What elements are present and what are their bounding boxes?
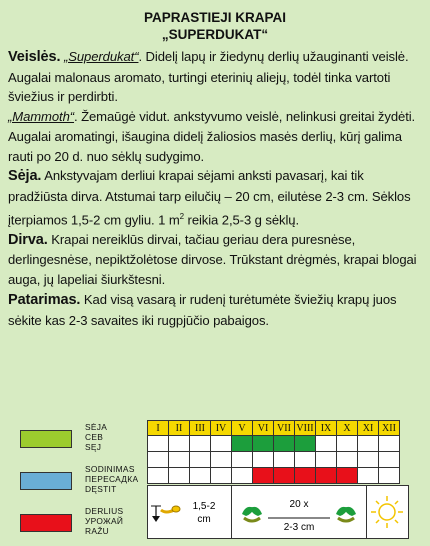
legend-label-sowing bbox=[85, 422, 107, 452]
variety-1-name: „Superdukat“ bbox=[63, 49, 139, 64]
title-line-2: „SUPERDUKAT“ bbox=[161, 27, 269, 42]
harvest-cell bbox=[232, 468, 253, 484]
month-header: IX bbox=[316, 421, 337, 436]
planting-cell bbox=[148, 452, 169, 468]
month-header: II bbox=[169, 421, 190, 436]
seedling-icon-right bbox=[336, 507, 356, 521]
sowing-depth-icon bbox=[148, 486, 231, 538]
legend-swatch-planting bbox=[20, 472, 72, 490]
dirva-paragraph bbox=[8, 230, 426, 290]
legend-sowing-ru: СЕВ bbox=[85, 432, 104, 442]
month-header: X bbox=[337, 421, 358, 436]
planting-cell bbox=[211, 452, 232, 468]
month-header: I bbox=[148, 421, 169, 436]
month-header: V bbox=[232, 421, 253, 436]
seedling-icon-left bbox=[242, 507, 262, 521]
planting-cell bbox=[295, 452, 316, 468]
harvest-cell bbox=[379, 468, 400, 484]
description-text bbox=[8, 47, 426, 330]
legend-harvest-lt: DERLIUS bbox=[85, 506, 124, 516]
calendar-month-row bbox=[148, 421, 400, 436]
sowing-cell bbox=[337, 436, 358, 452]
plant-spacing-icon bbox=[232, 486, 366, 538]
legend-swatch-harvest bbox=[20, 514, 72, 532]
legend-sowing-lv: SĘJ bbox=[85, 442, 102, 452]
seja-label: Sėja. bbox=[8, 168, 42, 185]
harvest-cell bbox=[169, 468, 190, 484]
month-header: IV bbox=[211, 421, 232, 436]
planting-cell bbox=[337, 452, 358, 468]
sowing-cell bbox=[253, 436, 274, 452]
variety-1-text: . Didelį lapų ir žiedynų derlių užauginanti veislė. Augalai malonaus aromato, turtingi eterinių aliejų, todėl tinka vartoti šviežius ir perdirbti. bbox=[8, 49, 409, 105]
title-line-1: PAPRASTIEJI KRAPAI bbox=[143, 10, 287, 25]
harvest-cell bbox=[190, 468, 211, 484]
sowing-cell bbox=[148, 436, 169, 452]
sun-icon bbox=[367, 486, 408, 538]
sun-info-box bbox=[366, 485, 409, 539]
planting-cell bbox=[232, 452, 253, 468]
veisles-paragraph bbox=[8, 47, 426, 166]
month-header: VI bbox=[253, 421, 274, 436]
legend-planting-lt: SODINIMAS bbox=[85, 464, 135, 474]
harvest-cell bbox=[295, 468, 316, 484]
month-header: VII bbox=[274, 421, 295, 436]
sowing-cell bbox=[190, 436, 211, 452]
seja-paragraph bbox=[8, 166, 426, 229]
harvest-cell bbox=[211, 468, 232, 484]
legend-planting-ru: ПЕРЕСАДКА bbox=[85, 474, 139, 484]
sowing-cell bbox=[169, 436, 190, 452]
sowing-cell bbox=[274, 436, 295, 452]
legend-label-harvest bbox=[85, 506, 123, 536]
month-header: XI bbox=[358, 421, 379, 436]
growing-calendar bbox=[147, 420, 400, 484]
harvest-cell bbox=[274, 468, 295, 484]
planting-cell bbox=[274, 452, 295, 468]
dirva-text: Krapai nereiklūs dirvai, tačiau geriau dera puresnėse, derlingesnėse, nepiktžolėtose dirvose. Trūkstant drėgmės, krapai blogai auga, jų lapeliai šiurkštesni. bbox=[8, 231, 417, 288]
seja-text: Ankstyvajam derliui krapai sėjami anksti pavasarį, kai tik pradžiūsta dirva. Atstumai tarp eilučių – 20 cm, eilutėse 2-3 cm. Sėklos įterpiamos 1,5-2 cm gyliu. 1 m bbox=[8, 168, 411, 227]
planting-cell bbox=[379, 452, 400, 468]
planting-cell bbox=[358, 452, 379, 468]
depth-text-1: 1,5-2 bbox=[192, 501, 216, 512]
legend-sowing-lt: SĖJA bbox=[85, 422, 108, 432]
calendar-planting-row bbox=[148, 452, 400, 468]
planting-cell bbox=[316, 452, 337, 468]
veisles-label: Veislės. bbox=[8, 49, 61, 65]
sowing-cell bbox=[316, 436, 337, 452]
patarimas-label: Patarimas. bbox=[8, 291, 81, 308]
variety-2-name: „Mammoth“ bbox=[8, 109, 75, 125]
calendar-sowing-row bbox=[148, 436, 400, 452]
spacing-info-box bbox=[231, 485, 367, 539]
harvest-cell bbox=[253, 468, 274, 484]
harvest-cell bbox=[316, 468, 337, 484]
month-header: VIII bbox=[296, 422, 314, 434]
legend-swatch-sowing bbox=[20, 430, 72, 448]
harvest-cell bbox=[337, 468, 358, 484]
variety-2-text: . Žemaūgė vidut. ankstyvumo veislė, nelinkusi greitai žydėti. Augalai aromatingi, išaugina didelį žaliosios masės derlių, kūrį galima rauti po 20 d. nuo sėklų sudygimo. bbox=[8, 109, 416, 164]
sowing-cell bbox=[232, 436, 253, 452]
seja-text-2: reikia 2,5-3 g sėklų. bbox=[184, 211, 299, 227]
sowing-cell bbox=[295, 436, 316, 452]
sowing-cell bbox=[358, 436, 379, 452]
calendar-harvest-row bbox=[148, 468, 400, 484]
depth-info-box bbox=[147, 485, 232, 539]
patarimas-paragraph bbox=[8, 290, 426, 330]
harvest-cell bbox=[148, 468, 169, 484]
month-header: III bbox=[190, 421, 211, 436]
sowing-cell bbox=[379, 436, 400, 452]
planting-cell bbox=[169, 452, 190, 468]
planting-cell bbox=[190, 452, 211, 468]
depth-text-2: cm bbox=[197, 514, 211, 525]
planting-cell bbox=[253, 452, 274, 468]
sowing-cell bbox=[211, 436, 232, 452]
legend-harvest-ru: УРОЖАЙ bbox=[85, 516, 124, 526]
legend-planting-lv: DĘSTIT bbox=[85, 484, 117, 494]
patarimas-text: Kad visą vasarą ir rudenį turėtumėte šviežių krapų juos sėkite kas 2-3 savaites iki rugpjūčio pabaigos. bbox=[8, 291, 397, 328]
harvest-cell bbox=[358, 468, 379, 484]
month-header: XII bbox=[379, 421, 400, 436]
legend-label-planting bbox=[85, 464, 138, 494]
legend-harvest-lv: RAŽU bbox=[85, 526, 109, 536]
spacing-text-1: 20 x bbox=[289, 499, 309, 510]
dirva-label: Dirva. bbox=[8, 231, 48, 248]
seja-sup: 2 bbox=[179, 211, 185, 221]
spacing-text-2: 2-3 cm bbox=[283, 522, 315, 533]
